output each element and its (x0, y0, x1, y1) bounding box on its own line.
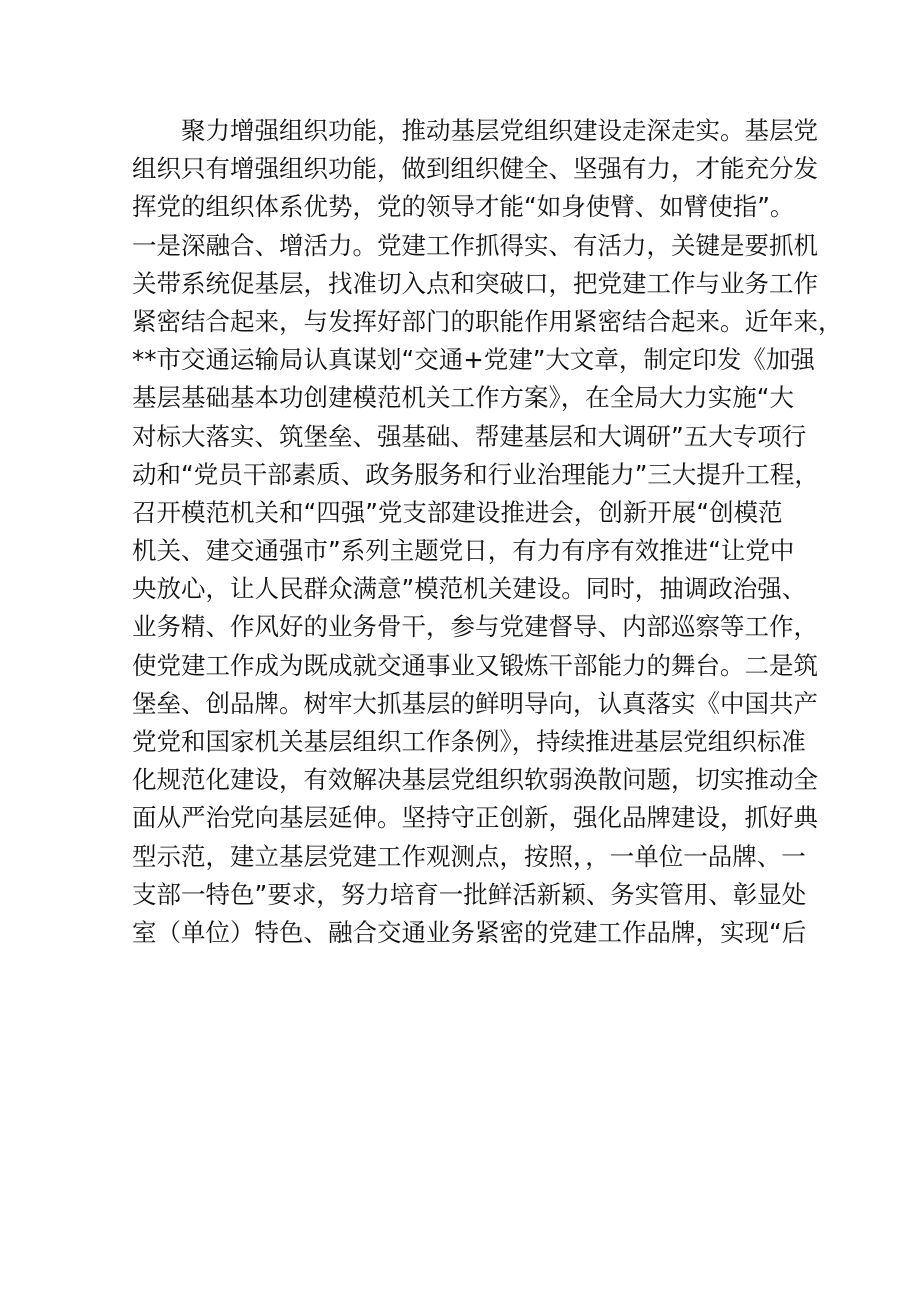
text-line: 机关、建交通强市”系列主题党日，有力有序有效推进“让党中 (132, 536, 795, 566)
text-line: 堡垒、创品牌。树牢大抓基层的鲜明导向，认真落实《中国共产 (132, 688, 818, 718)
text-line: 化规范化建设，有效解决基层党组织软弱涣散问题，切实推动全 (132, 765, 818, 795)
text-line: 央放心，让人民群众满意”模范机关建设。同时，抽调政治强、 (132, 574, 807, 604)
text-line: 聚力增强组织功能，推动基层党组织建设走深走实。基层党 (132, 116, 818, 145)
text-line: 支部一特色”要求，努力培育一批鲜活新颖、务实管用、彰显处 (132, 879, 807, 909)
text-line: 紧密结合起来，与发挥好部门的职能作用紧密结合起来。近年来， (132, 306, 843, 336)
text-line: 对标大落实、筑堡垒、强基础、帮建基层和大调研”五大专项行 (132, 421, 807, 451)
text-line: 组织只有增强组织功能，做到组织健全、坚强有力，才能充分发 (132, 154, 818, 184)
text-line: 使党建工作成为既成就交通事业又锻炼干部能力的舞台。二是筑 (132, 650, 818, 680)
text-line: 业务精、作风好的业务骨干，参与党建督导、内部巡察等工作， (132, 612, 818, 642)
text-line: 动和“党员干部素质、政务服务和行业治理能力”三大提升工程， (132, 459, 819, 489)
text-line: 党党和国家机关基层组织工作条例》，持续推进基层党组织标准 (132, 727, 806, 756)
text-line: 室（单位）特色、融合交通业务紧密的党建工作品牌，实现“后 (132, 917, 807, 947)
text-line: 关带系统促基层，找准切入点和突破口，把党建工作与业务工作 (132, 268, 818, 298)
text-line: 一是深融合、增活力。党建工作抓得实、有活力，关键是要抓机 (132, 230, 818, 260)
body-paragraph (132, 112, 843, 952)
text-line: 型示范，建立基层党建工作观测点，按照，，一单位一品牌、一 (132, 841, 806, 871)
text-line: 召开模范机关和“四强”党支部建设推进会，创新开展“创模范 (132, 497, 783, 527)
text-line: **市交通运输局认真谋划“交通+党建”大文章，制定印发《加强 (132, 345, 815, 375)
text-line: 挥党的组织体系优势，党的领导才能“如身使臂、如臂使指”。 (132, 192, 795, 222)
text-line: 基层基础基本功创建模范机关工作方案》，在全局大力实施“大 (132, 383, 794, 413)
text-line: 面从严治党向基层延伸。坚持守正创新，强化品牌建设，抓好典 (132, 803, 818, 833)
